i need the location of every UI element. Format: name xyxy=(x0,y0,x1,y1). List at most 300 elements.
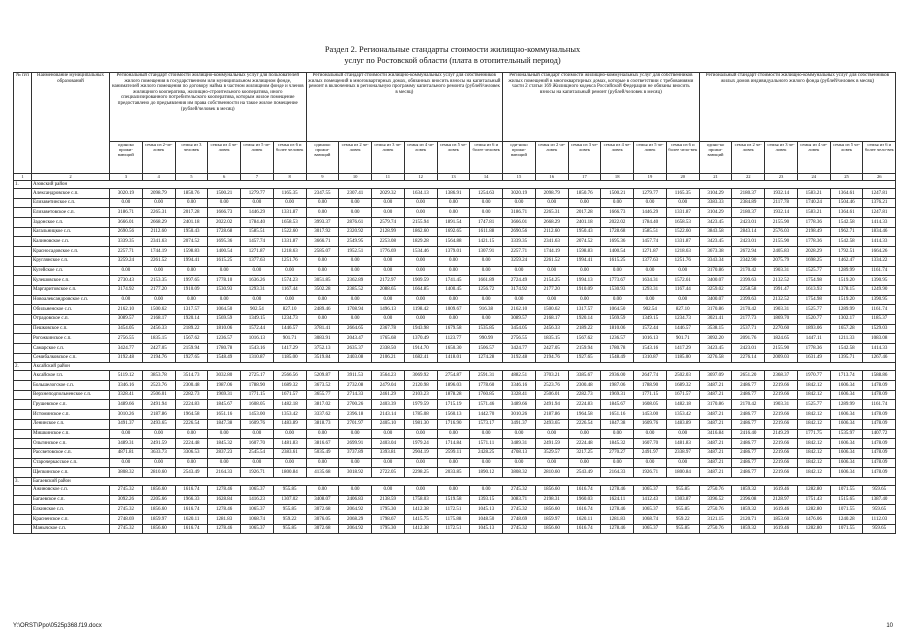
value-cell: 1780.78 xyxy=(208,344,241,354)
value-cell: 1068.74 xyxy=(241,515,274,525)
value-cell: 0.00 xyxy=(110,295,143,305)
value-cell: 2416.40 xyxy=(732,429,765,439)
value-cell: 0.00 xyxy=(437,198,470,208)
value-cell: 1964.58 xyxy=(568,410,601,420)
value-cell: 1856.60 xyxy=(142,485,175,495)
value-cell: 1185.00 xyxy=(666,353,699,363)
municipality-name: Манычское с.п. xyxy=(32,524,110,534)
subheader-row xyxy=(14,142,896,174)
value-cell: 1780.78 xyxy=(601,344,634,354)
value-cell: 3489.66 xyxy=(110,400,143,410)
subheader-cell: семья из 6 и более чело-век xyxy=(863,142,896,174)
value-cell: 1658.53 xyxy=(666,218,699,228)
subheader-cell: семья из 2 че-ловек xyxy=(732,142,765,174)
subheader-cell: семья из 4 че-ловек xyxy=(208,142,241,174)
value-cell: 2486.77 xyxy=(732,381,765,391)
value-cell: 0.00 xyxy=(601,429,634,439)
value-cell: 1853.60 xyxy=(765,515,798,525)
value-cell: 1282.80 xyxy=(797,485,830,495)
value-cell: 3408.07 xyxy=(306,495,339,505)
value-cell: 1810.06 xyxy=(208,324,241,334)
value-cell: 1695.36 xyxy=(601,237,634,247)
value-cell: 1785.08 xyxy=(404,410,437,420)
value-cell: 0.00 xyxy=(110,429,143,439)
table-row xyxy=(14,505,896,515)
value-cell: 1606.34 xyxy=(830,458,863,468)
value-cell: 0.00 xyxy=(110,266,143,276)
value-cell: 1236.57 xyxy=(208,334,241,344)
value-cell: 2022.02 xyxy=(208,218,241,228)
value-cell: 2502.03 xyxy=(666,371,699,381)
value-cell: 2699.91 xyxy=(339,439,372,449)
value-cell: 1240.28 xyxy=(830,515,863,525)
value-cell: 2155.94 xyxy=(404,218,437,228)
row-number xyxy=(14,247,32,257)
value-cell: 1856.60 xyxy=(535,485,568,495)
subheader-cell: одино-ко прожи-вающий xyxy=(699,142,732,174)
value-cell: 2338.50 xyxy=(372,344,405,354)
table-row xyxy=(14,344,896,354)
value-cell: 1447.11 xyxy=(797,334,830,344)
value-cell: 1903.31 xyxy=(765,305,798,315)
column-number-cell: 5 xyxy=(175,174,208,181)
value-cell: 1616.74 xyxy=(568,524,601,534)
value-cell: 2205.66 xyxy=(142,495,175,505)
value-cell: 1543.16 xyxy=(241,344,274,354)
value-cell: 1218.63 xyxy=(273,247,306,257)
value-cell: 1267.46 xyxy=(863,353,896,363)
value-cell: 1754.98 xyxy=(797,276,830,286)
value-cell: 3514.73 xyxy=(175,371,208,381)
value-cell: 2341.63 xyxy=(535,237,568,247)
value-cell: 2506.01 xyxy=(142,390,175,400)
value-cell: 0.00 xyxy=(241,458,274,468)
column-number-cell: 16 xyxy=(535,174,568,181)
value-cell: 1845.67 xyxy=(208,400,241,410)
row-number xyxy=(14,439,32,449)
value-cell: 2756.55 xyxy=(503,334,536,344)
value-cell: 1417.29 xyxy=(273,344,306,354)
value-cell: 1834.46 xyxy=(863,227,896,237)
value-cell: 1412.43 xyxy=(634,495,667,505)
value-cell: 1716.90 xyxy=(437,419,470,429)
value-cell: 1572.44 xyxy=(241,324,274,334)
column-number-cell: 17 xyxy=(568,174,601,181)
value-cell: 2456.33 xyxy=(535,324,568,334)
value-cell: 959.65 xyxy=(863,485,896,495)
table-row xyxy=(14,448,896,458)
value-cell: 2403.39 xyxy=(372,400,405,410)
value-cell: 1289.99 xyxy=(830,266,863,276)
value-cell: 0.00 xyxy=(208,295,241,305)
value-cell: 0.00 xyxy=(306,458,339,468)
value-cell: 959.22 xyxy=(273,515,306,525)
value-cell: 1376.21 xyxy=(863,198,896,208)
value-cell: 2690.56 xyxy=(503,227,536,237)
value-cell: 1535.85 xyxy=(470,324,503,334)
municipality-name: Ольгинское с.п. xyxy=(32,439,110,449)
row-number xyxy=(14,208,32,218)
value-cell: 0.00 xyxy=(634,266,667,276)
value-cell: 0.00 xyxy=(404,256,437,266)
region-name: Багаевский район xyxy=(32,477,896,485)
value-cell: 1758.03 xyxy=(404,495,437,505)
row-number xyxy=(14,515,32,525)
value-cell: 2599.11 xyxy=(437,448,470,458)
value-cell: 1249.90 xyxy=(863,285,896,295)
value-cell: 1167.44 xyxy=(273,285,306,295)
value-cell: 2486.77 xyxy=(732,458,765,468)
value-cell: 3697.09 xyxy=(699,371,732,381)
value-cell: 3564.23 xyxy=(372,371,405,381)
value-cell: 0.00 xyxy=(142,266,175,276)
value-cell: 0.00 xyxy=(339,458,372,468)
table-row xyxy=(14,227,896,237)
value-cell: 1065.37 xyxy=(634,505,667,515)
value-cell: 1068.74 xyxy=(634,515,667,525)
value-cell: 2282.73 xyxy=(568,390,601,400)
value-cell: 1064.50 xyxy=(208,305,241,315)
value-cell: 902.54 xyxy=(241,305,274,315)
value-cell: 0.00 xyxy=(372,198,405,208)
value-cell: 3993.37 xyxy=(306,218,339,228)
value-cell: 1289.99 xyxy=(830,400,863,410)
value-cell: 2033.85 xyxy=(437,468,470,478)
value-cell: 2486.77 xyxy=(732,439,765,449)
value-cell: 2876.61 xyxy=(339,218,372,228)
value-cell: 2198.49 xyxy=(797,227,830,237)
value-cell: 1585.51 xyxy=(634,227,667,237)
value-cell: 0.00 xyxy=(404,458,437,468)
value-cell: 2170.42 xyxy=(732,266,765,276)
value-cell: 1728.68 xyxy=(208,227,241,237)
value-cell: 2843.14 xyxy=(732,227,765,237)
value-cell: 3817.02 xyxy=(306,400,339,410)
column-number-cell: 7 xyxy=(241,174,274,181)
value-cell: 1950.43 xyxy=(175,227,208,237)
value-cell: 1364.61 xyxy=(830,189,863,199)
value-cell: 2545.54 xyxy=(241,448,274,458)
table-row xyxy=(14,266,896,276)
value-cell: 2770.27 xyxy=(601,448,634,458)
value-cell: 959.65 xyxy=(863,524,896,534)
value-cell: 0.00 xyxy=(404,429,437,439)
municipality-name: Ленинское с.п. xyxy=(32,419,110,429)
row-number xyxy=(14,218,32,228)
value-cell: 2257.71 xyxy=(110,247,143,257)
value-cell: 2117.78 xyxy=(765,198,798,208)
value-cell: 2143.14 xyxy=(372,410,405,420)
value-cell: 1778.60 xyxy=(470,381,503,391)
value-cell: 2187.86 xyxy=(142,410,175,420)
value-cell: 1778.36 xyxy=(797,237,830,247)
value-cell: 3673.52 xyxy=(306,381,339,391)
value-cell: 2491.59 xyxy=(535,439,568,449)
value-cell: 2491.94 xyxy=(535,400,568,410)
value-cell: 2177.73 xyxy=(732,314,765,324)
value-cell: 3737.89 xyxy=(339,448,372,458)
value-cell: 3633.73 xyxy=(142,448,175,458)
value-cell: 1859.32 xyxy=(732,524,765,534)
municipality-name: Обильненское с.п. xyxy=(32,305,110,315)
municipality-name: Новоалександровское с.п. xyxy=(32,295,110,305)
municipality-name: Кугейское с.п. xyxy=(32,266,110,276)
value-cell: 1016.13 xyxy=(634,334,667,344)
value-cell: 1317.57 xyxy=(568,305,601,315)
table-row xyxy=(14,324,896,334)
value-cell: 0.00 xyxy=(306,256,339,266)
value-cell: 1281.83 xyxy=(601,515,634,525)
table-row xyxy=(14,285,896,295)
value-cell: 2198.31 xyxy=(535,495,568,505)
row-number xyxy=(14,381,32,391)
value-cell: 955.85 xyxy=(666,505,699,515)
value-cell: 0.00 xyxy=(241,295,274,305)
row-number xyxy=(14,485,32,495)
value-cell: 2489.46 xyxy=(306,305,339,315)
value-cell: 1728.68 xyxy=(601,227,634,237)
subheader-cell: семья из 5 че-ловек xyxy=(830,142,863,174)
subheader-cell: семья из 3 человек xyxy=(175,142,208,174)
value-cell: 1416.23 xyxy=(241,495,274,505)
value-cell: 0.00 xyxy=(470,256,503,266)
value-cell: 1969.31 xyxy=(601,390,634,400)
value-cell: 0.00 xyxy=(470,485,503,495)
value-cell: 2224.48 xyxy=(175,439,208,449)
value-cell: 2022.02 xyxy=(601,218,634,228)
value-cell: 1893.06 xyxy=(797,324,830,334)
value-cell: 5209.87 xyxy=(306,371,339,381)
value-cell: 1778.36 xyxy=(797,218,830,228)
municipality-name: Истоминское с.п. xyxy=(32,410,110,420)
value-cell: 3121.15 xyxy=(699,515,732,525)
value-cell: 1414.33 xyxy=(863,237,896,247)
column-number-cell: 14 xyxy=(470,174,503,181)
value-cell: 3051.85 xyxy=(306,276,339,286)
value-cell: 1387.40 xyxy=(863,495,896,505)
value-cell: 1564.88 xyxy=(437,237,470,247)
header-group-4: Региональный стандарт стоимости жилищно-коммунальных услуг для собственников жилых домов индивидуального жилого фонда (рублей/человек в месяц) xyxy=(699,73,896,142)
value-cell: 1613.93 xyxy=(797,285,830,295)
value-cell: 1616.74 xyxy=(568,505,601,515)
value-cell: 2226.54 xyxy=(175,419,208,429)
row-number xyxy=(14,256,32,266)
table-row xyxy=(14,305,896,315)
value-cell: 2725.17 xyxy=(241,371,274,381)
value-cell: 0.00 xyxy=(306,485,339,495)
value-cell: 0.00 xyxy=(503,198,536,208)
value-cell: 1525.77 xyxy=(797,266,830,276)
subheader-cell: семья из 5 че-ловек xyxy=(241,142,274,174)
row-number xyxy=(14,314,32,324)
value-cell: 1943.98 xyxy=(404,324,437,334)
value-cell: 2748.69 xyxy=(110,515,143,525)
value-cell: 3487.21 xyxy=(699,410,732,420)
value-cell: 1609.76 xyxy=(634,419,667,429)
value-cell: 2491.97 xyxy=(634,448,667,458)
municipality-name: Кагальницкое с.п. xyxy=(32,227,110,237)
value-cell: 2385.52 xyxy=(339,285,372,295)
row-number xyxy=(14,419,32,429)
value-cell: 1695.36 xyxy=(208,237,241,247)
value-cell: 1071.55 xyxy=(830,524,863,534)
value-cell: 1274.28 xyxy=(470,353,503,363)
value-cell: 1862.60 xyxy=(404,227,437,237)
value-cell: 3170.86 xyxy=(699,266,732,276)
value-cell: 1353.42 xyxy=(666,410,699,420)
value-cell: 1747.81 xyxy=(470,218,503,228)
value-cell: 1016.13 xyxy=(241,334,274,344)
table-row xyxy=(14,256,896,266)
municipality-name: Аксайское г.п. xyxy=(32,371,110,381)
value-cell: 2486.77 xyxy=(732,419,765,429)
value-cell: 1247.81 xyxy=(863,208,896,218)
region-row xyxy=(14,181,896,189)
table-row xyxy=(14,237,896,247)
table-row xyxy=(14,458,896,468)
value-cell: 1784.40 xyxy=(241,218,274,228)
value-cell: 1542.58 xyxy=(830,218,863,228)
row-number xyxy=(14,227,32,237)
value-cell: 1842.12 xyxy=(797,458,830,468)
value-cell: 1064.50 xyxy=(601,305,634,315)
value-cell: 1525.77 xyxy=(797,400,830,410)
value-cell: 1393.15 xyxy=(470,495,503,505)
footer-file-path: Y:\ORST\Ppo\0525p368.f19.docx xyxy=(13,623,102,629)
value-cell: 1271.87 xyxy=(241,247,274,257)
table-row xyxy=(14,247,896,257)
value-cell: 2486.77 xyxy=(732,448,765,458)
value-cell: 2153.35 xyxy=(142,276,175,286)
value-cell: 1847.38 xyxy=(208,419,241,429)
value-cell: 1606.34 xyxy=(830,468,863,478)
value-cell: 959.22 xyxy=(666,515,699,525)
value-cell: 0.00 xyxy=(437,485,470,495)
value-cell: 1987.06 xyxy=(601,381,634,391)
value-cell: 3328.41 xyxy=(110,390,143,400)
row-number xyxy=(14,237,32,247)
value-cell: 3487.21 xyxy=(699,448,732,458)
value-cell: 1619.46 xyxy=(765,485,798,495)
value-cell: 1616.74 xyxy=(175,505,208,515)
value-cell: 3276.58 xyxy=(699,353,732,363)
value-cell: 2120.71 xyxy=(732,515,765,525)
value-cell: 955.85 xyxy=(273,485,306,495)
value-cell: 2177.20 xyxy=(142,285,175,295)
value-cell: 3816.67 xyxy=(306,439,339,449)
value-cell: 1615.25 xyxy=(208,256,241,266)
value-cell: 2486.77 xyxy=(732,468,765,478)
column-number-cell: 25 xyxy=(830,174,863,181)
value-cell: 1446.29 xyxy=(241,208,274,218)
value-cell: 1829.28 xyxy=(404,237,437,247)
value-cell: 2219.66 xyxy=(765,381,798,391)
value-cell: 0.00 xyxy=(372,208,405,218)
value-cell: 1609.76 xyxy=(241,419,274,429)
value-cell: 2088.65 xyxy=(372,285,405,295)
value-cell: 2187.86 xyxy=(535,410,568,420)
table-row xyxy=(14,429,896,439)
value-cell: 3487.21 xyxy=(699,439,732,449)
value-cell: 2128.97 xyxy=(765,495,798,505)
value-cell: 2396.08 xyxy=(732,495,765,505)
value-cell: 2168.17 xyxy=(142,314,175,324)
column-number-cell: 10 xyxy=(339,174,372,181)
value-cell: 1400.54 xyxy=(601,247,634,257)
value-cell: 2837.23 xyxy=(208,448,241,458)
value-cell: 0.00 xyxy=(404,198,437,208)
value-cell: 1778.10 xyxy=(208,276,241,286)
value-cell: 0.00 xyxy=(241,429,274,439)
value-cell: 1185.00 xyxy=(273,353,306,363)
row-number xyxy=(14,334,32,344)
value-cell: 1634.31 xyxy=(634,276,667,286)
value-cell: 1751.43 xyxy=(797,495,830,505)
value-cell: 0.00 xyxy=(339,485,372,495)
value-cell: 2224.48 xyxy=(568,439,601,449)
value-cell: 2043.47 xyxy=(339,334,372,344)
value-cell: 1310.87 xyxy=(634,353,667,363)
value-cell: 2647.74 xyxy=(634,371,667,381)
value-cell: 1666.73 xyxy=(208,208,241,218)
value-cell: 1198.42 xyxy=(404,305,437,315)
value-cell: 2219.66 xyxy=(765,410,798,420)
value-cell: 0.00 xyxy=(306,429,339,439)
value-cell: 1624.11 xyxy=(601,495,634,505)
column-number-cell: 11 xyxy=(372,174,405,181)
row-number xyxy=(14,505,32,515)
value-cell: 1307.91 xyxy=(470,247,503,257)
table-row xyxy=(14,439,896,449)
value-cell: 2149.29 xyxy=(765,429,798,439)
value-cell: 0.00 xyxy=(535,458,568,468)
value-cell: 2112.60 xyxy=(535,227,568,237)
value-cell: 3010.26 xyxy=(110,410,143,420)
value-cell: 1506.57 xyxy=(470,344,503,354)
value-cell: 1771.15 xyxy=(634,390,667,400)
value-cell: 2017.28 xyxy=(568,208,601,218)
value-cell: 1583.21 xyxy=(797,189,830,199)
value-cell: 3259.24 xyxy=(110,256,143,266)
value-cell: 1519.20 xyxy=(830,295,863,305)
municipality-name: Елкинское с.п. xyxy=(32,505,110,515)
header-group-3: Региональный стандарт стоимости жилищно-коммунальных услуг для собственников жилых помещений в многоквартирных домах, которые в соответствии с требованиями части 2 статьи 169 Жилищного кодекса Российской Федерации не обязаны вносить взносы на капитальный ремонт (рублей/человек в месяц) xyxy=(503,73,700,142)
value-cell: 1211.33 xyxy=(830,334,863,344)
value-cell: 3346.16 xyxy=(110,381,143,391)
value-cell: 0.00 xyxy=(470,429,503,439)
value-cell: 2730.43 xyxy=(110,276,143,286)
column-number-cell: 19 xyxy=(634,174,667,181)
value-cell: 3083.71 xyxy=(503,495,536,505)
value-cell: 2177.20 xyxy=(535,285,568,295)
header-name: Наименование муниципальных образований xyxy=(32,73,110,174)
value-cell: 1218.63 xyxy=(666,247,699,257)
value-cell: 0.00 xyxy=(601,458,634,468)
value-cell: 1331.87 xyxy=(273,237,306,247)
municipality-name: Верхнеподпольненское с.п. xyxy=(32,390,110,400)
value-cell: 1842.12 xyxy=(797,419,830,429)
value-cell: 2810.60 xyxy=(142,468,175,478)
standards-table xyxy=(13,72,896,534)
value-cell: 2537.71 xyxy=(732,324,765,334)
value-cell: 1776.69 xyxy=(372,247,405,257)
value-cell: 1994.41 xyxy=(568,256,601,266)
value-cell: 0.00 xyxy=(601,266,634,276)
value-cell: 1631.49 xyxy=(797,353,830,363)
value-cell: 1446.29 xyxy=(634,208,667,218)
value-cell: 2159.94 xyxy=(175,344,208,354)
value-cell: 0.00 xyxy=(437,208,470,218)
